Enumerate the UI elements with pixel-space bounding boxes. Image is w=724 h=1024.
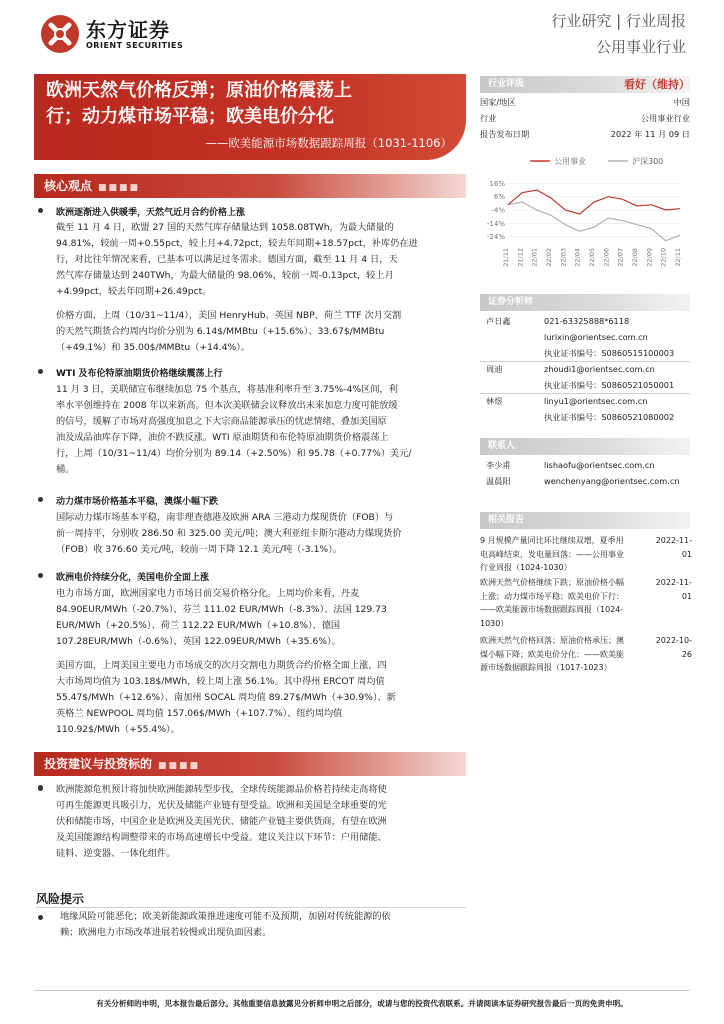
- divider: [480, 361, 690, 362]
- rating-value-date: 2022 年 11 月 09 日: [610, 129, 690, 139]
- contact-email[interactable]: lishaofu@orientsec.com.cn: [544, 460, 655, 470]
- analysts-header: 证券分析师: [480, 294, 690, 311]
- related-report-date: 2022-10-26: [655, 636, 692, 659]
- x-tick-label: 22/08: [631, 248, 639, 267]
- section-core-views-title: 核心观点: [44, 179, 93, 193]
- legend-label: 沪深300: [632, 157, 664, 166]
- related-report-item[interactable]: 欧洲天然气价格回落；原油价格承压；澳 煤小幅下降；欧美电价分化：——欧美能 源市场数据跟踪周报（1017-1023）: [480, 636, 624, 672]
- legend-label: 公用事业: [554, 157, 586, 166]
- x-tick-label: 22/01: [530, 248, 539, 267]
- rating-value: 看好（维持）: [624, 78, 690, 91]
- analyst-cert: 执业证书编号：S0860521080002: [544, 412, 675, 422]
- related-report-date: 2022-11-01: [655, 536, 692, 559]
- paragraph-coal: 国际动力煤市场基本平稳，南非理查德港及欧洲 ARA 三港动力煤现货价（FOB）与 前一周持平，分别收 286.50 和 325.00 美元/吨；澳大利亚纽卡斯尔港动力煤现货价 （FOB）收 376.60 美元/吨，较前一周下降 12.1 美元/吨（-3.1%）。: [56, 512, 402, 555]
- performance-chart: [480, 150, 690, 280]
- x-tick-label: 22/10: [659, 248, 668, 267]
- contact-name: 李少甫: [486, 460, 511, 470]
- x-tick-label: 22/07: [616, 248, 625, 267]
- section-investment-title: 投资建议与投资标的: [44, 757, 153, 771]
- section-core-views: 核心观点 ■■■■: [34, 174, 466, 198]
- rating-value-region: 中国: [673, 97, 690, 107]
- y-tick-label: -4%: [491, 206, 505, 215]
- analyst-email[interactable]: linyu1@orientsec.com.cn: [544, 396, 648, 406]
- logo-english-name: ORIENT SECURITIES: [86, 41, 184, 50]
- paragraph-gas-storage: 截至 11 月 4 日，欧盟 27 国的天然气库存储量达到 1058.08TWh，为最大储量的 94.81%，较前一周+0.55pct，较上月+4.72pct，较去年同期+18.57pct，补库仍在进 行，对比往年情况来看，已基本可以满足过冬需求。德国方面，截至 11 月 4 日，天 然气库存储量达到 240TWh，为最大储量的 98.06%，较前一周-0.13pct，较上月 +4.99pct，较去年同期+26.49pct。: [56, 222, 418, 297]
- rating-header: 行业评级: [480, 76, 690, 93]
- paragraph-power-us: 美国方面，上周美国主要电力市场成交的次月交割电力期货合约价格全面上涨，四 大市场周均值为 103.18$/MWh，较上周上涨 56.1%。其中得州 ERCOT 周均值 55.47$/MWh（+12.6%）、南加州 SOCAL 周均值 89.27$/MWh（+30.9%）、新 英格兰 NEWPOOL 周均值 157.06$/MWh（+107.7%）、纽约周均值 110.92$/MWh（+55.4%）。: [56, 660, 396, 735]
- x-tick-label: 22/05: [588, 248, 596, 267]
- paragraph-investment: 欧洲能源危机预计将加快欧洲能源转型步伐，全球传统能源品价格若持续走高将使 可再生能源更具吸引力，光伏及储能产业链有望受益。欧洲和美国是全球重要的光 伏和储能市场，中国企业是欧洲及美国光伏、储能产业链主要供货商，有望在欧洲 及美国能源结构调整带来的市场高速增长中受益。建议关注以下环节：户用储能、 硅料、逆变器、一体化组件。: [56, 784, 387, 859]
- bullet-power-title: 欧洲电价持续分化，美国电价全面上涨: [56, 570, 209, 583]
- bullet-gas-title: 欧洲逐渐进入供暖季，天然气近月合约价格上涨: [56, 205, 245, 218]
- rating-key-date: 报告发布日期: [480, 129, 530, 139]
- analyst-name: 周迪: [486, 364, 503, 374]
- bullet-oil-title: WTI 及布伦特原油期货价格继续震荡上行: [56, 366, 223, 379]
- paragraph-oil: 11 月 3 日，美联储宣布继续加息 75 个基点，将基准利率升至 3.75%-4%区间，利 率水平创维持在 2008 年以来新高。但本次美联储会议释放出未来加息力度可能放缓 的信号，缓解了市场对高强度加息之下大宗商品能源承压的忧虑情绪，叠加美国原 油及成品油库存下降，油价不跌反涨。WTI 原油期货和布伦特原油期货价格震荡上 行，上周（10/31~11/4）均价分别为 89.14（+2.50%）和 95.78（+0.77%）美元/ 桶。: [56, 384, 412, 475]
- rating-value-industry: 公用事业行业: [640, 113, 690, 123]
- analyst-phone: 021-63325888*6118: [544, 316, 630, 326]
- chart-series: [508, 190, 680, 241]
- related-report-item[interactable]: 欧洲天然气价格继续下跌；原油价格小幅 上涨；动力煤市场平稳；欧美电价下行： ——欧美能源市场数据跟踪周报（1024- 1030）: [480, 578, 624, 628]
- report-title-line1: 欧洲天然气价格反弹；原油价格震荡上: [46, 80, 352, 101]
- chart-y-ticks: [487, 180, 505, 241]
- related-report-item[interactable]: 9 月规模产量同比环比继续双增，夏季用 电高峰结束，发电量回落：——公用事业 行业周报（1024-1030）: [480, 536, 624, 572]
- analyst-name: 卢日鑫: [486, 316, 511, 326]
- chart-legend: [530, 156, 663, 166]
- x-tick-label: 22/04: [573, 248, 582, 267]
- paragraph-risk: 地缘风险可能恶化；欧美新能源政策推进速度可能不及预期，加剧对传统能源的依 赖；欧洲电力市场改革进展若较慢或出现负面因素。: [60, 911, 391, 938]
- company-logo-icon: [40, 14, 80, 54]
- analyst-cert: 执业证书编号：S0860521050001: [544, 380, 675, 390]
- y-tick-label: -14%: [486, 219, 505, 228]
- x-tick-label: 22/09: [645, 248, 654, 267]
- related-report-date: 2022-11-01: [655, 578, 692, 601]
- series-line: [508, 190, 680, 214]
- chart-x-ticks: [502, 248, 682, 267]
- report-category: 行业研究 | 行业周报: [551, 12, 686, 30]
- y-tick-label: -24%: [486, 233, 505, 242]
- analyst-email[interactable]: zhoudi1@orientsec.com.cn: [544, 364, 655, 374]
- report-industry: 公用事业行业: [595, 38, 686, 56]
- y-tick-label: 6%: [493, 193, 505, 202]
- report-subtitle: ——欧美能源市场数据跟踪周报（1031-1106）: [205, 136, 452, 150]
- x-tick-label: 22/06: [602, 248, 611, 267]
- logo-chinese-name: 东方证券: [86, 18, 170, 42]
- contacts-header: 联系人: [480, 438, 690, 455]
- report-title-line2: 行；动力煤市场平稳；欧美电价分化: [46, 106, 334, 127]
- x-tick-label: 22/03: [559, 248, 568, 267]
- title-banner: [34, 74, 466, 160]
- rating-key-industry: 行业: [480, 113, 497, 123]
- contact-email[interactable]: wenchenyang@orientsec.com.cn: [544, 476, 680, 486]
- risk-divider: [36, 907, 466, 908]
- section-investment: 投资建议与投资标的 ■■■■: [34, 752, 466, 776]
- paragraph-gas-price: 价格方面，上周（10/31~11/4），美国 HenryHub、英国 NBP、荷兰 TTF 次月交割 的天然气期货合约周内均价分别为 6.14$/MMBtu（+15.6%）、33.67$/MMBtu （+49.1%）和 35.00$/MMBtu（+14.4%）。: [56, 310, 402, 353]
- paragraph-power-europe: 电力市场方面，欧洲国家电力市场日前交易价格分化。上周均价来看，丹麦 84.90EUR/MWh（-20.7%）、芬兰 111.02 EUR/MWh（-8.3%）、法国 129.73 EUR/MWh（+20.5%）、荷兰 112.22 EUR/MWh（+10.8%）、德国 107.28EUR/MWh（-0.6%）、英国 122.09EUR/MWh（+35.6%）。: [56, 588, 387, 647]
- footer-disclaimer: 有关分析师的申明，见本报告最后部分。其他重要信息披露见分析师申明之后部分，或请与您的投资代表联系。并请阅读本证券研究报告最后一页的免责申明。: [96, 999, 628, 1008]
- rating-key-region: 国家/地区: [480, 97, 516, 107]
- section-risk-title: 风险提示: [36, 892, 85, 906]
- analyst-name: 林煜: [486, 396, 503, 406]
- series-line: [508, 202, 680, 241]
- chart-gridlines: [508, 183, 680, 236]
- contact-name: 温晨阳: [486, 476, 511, 486]
- analyst-email[interactable]: lurixin@orientsec.com.cn: [544, 332, 648, 342]
- bullet-dot: [38, 915, 43, 920]
- footer-divider: [34, 990, 690, 991]
- bullet-coal-title: 动力煤市场价格基本平稳，澳煤小幅下跌: [56, 494, 218, 507]
- x-tick-label: 22/11: [674, 248, 682, 267]
- related-header: 相关报告: [480, 512, 690, 529]
- x-tick-label: 22/02: [545, 248, 553, 267]
- y-tick-label: 16%: [489, 179, 505, 188]
- divider: [480, 393, 690, 394]
- x-tick-label: 21/12: [516, 248, 525, 267]
- x-tick-label: 21/11: [502, 248, 510, 267]
- analyst-cert: 执业证书编号：S0860515100003: [544, 348, 675, 358]
- bullet-dot: [38, 786, 43, 791]
